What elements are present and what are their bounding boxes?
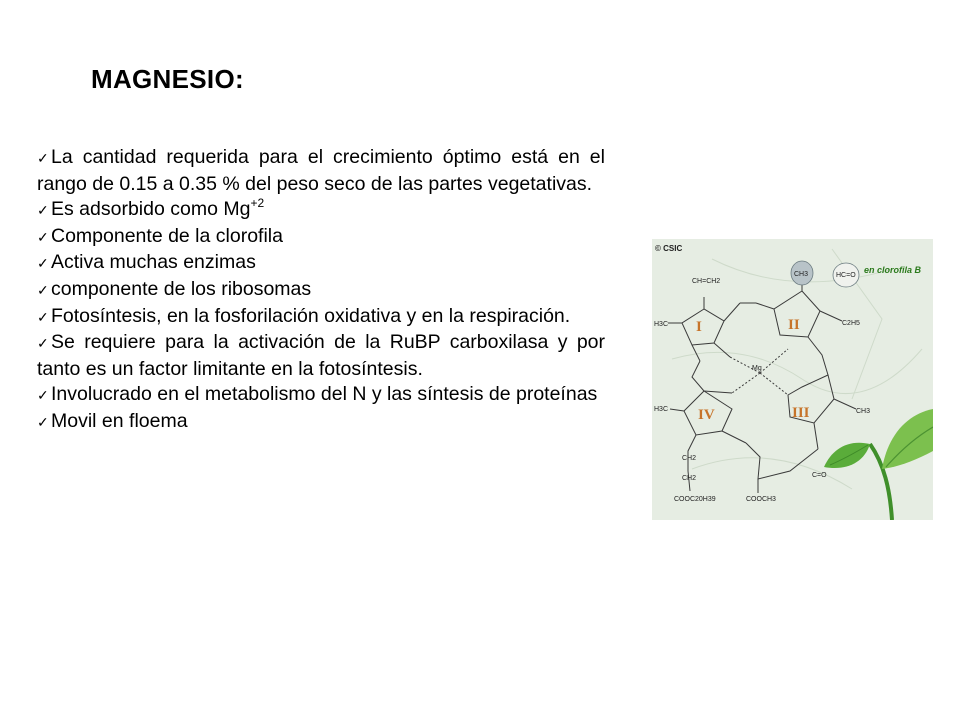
ring-label-i: I <box>696 319 702 335</box>
atom-label: C2H5 <box>842 320 860 327</box>
atom-label: COOC20H39 <box>674 496 716 503</box>
list-item-text: Fotosíntesis, en la fosforilación oxidativa y en la respiración. <box>51 304 571 327</box>
list-item <box>37 409 605 436</box>
ring-label-ii: II <box>788 317 800 333</box>
ring-label-iii: III <box>792 405 810 421</box>
checkmark-icon: ✓ <box>37 281 49 298</box>
page-title: MAGNESIO: <box>91 64 244 94</box>
list-item-text: Se requiere para la activación de la RuBP carboxilasa y por tanto es un factor limitante en la fotosíntesis. <box>37 331 605 380</box>
ring-label-iv: IV <box>698 407 715 423</box>
list-item-text: componente de los ribosomas <box>51 277 312 300</box>
atom-label: COOCH3 <box>746 496 776 503</box>
checkmark-icon: ✓ <box>37 413 49 430</box>
list-item-text: Movil en floema <box>51 409 188 432</box>
list-item <box>37 224 605 251</box>
atom-label: H3C <box>654 406 669 413</box>
chlorophyll-b-label: en clorofila B <box>864 265 922 275</box>
atom-label: CH3 <box>794 271 809 278</box>
atom-label: CH=CH2 <box>692 278 721 285</box>
checkmark-icon: ✓ <box>37 228 49 245</box>
list-item <box>37 145 605 197</box>
leaf-illustration <box>824 409 933 520</box>
bullet-list <box>37 145 605 436</box>
list-item <box>37 304 605 331</box>
atom-label: H3C <box>654 321 669 328</box>
checkmark-icon: ✓ <box>37 308 49 325</box>
checkmark-icon: ✓ <box>37 255 49 272</box>
chlorophyll-structure-figure <box>652 239 933 520</box>
list-item <box>37 330 605 382</box>
copyright-label: © CSIC <box>655 244 683 253</box>
list-item-text: Es adsorbido como Mg <box>51 198 251 221</box>
list-item <box>37 382 605 409</box>
atom-label: CH2 <box>682 475 697 482</box>
checkmark-icon: ✓ <box>37 150 49 166</box>
atom-label: CH2 <box>682 455 697 462</box>
atom-label: Mg <box>752 365 762 372</box>
list-item-text: Activa muchas enzimas <box>51 251 256 274</box>
checkmark-icon: ✓ <box>37 202 49 219</box>
list-item-text: Componente de la clorofila <box>51 224 283 247</box>
list-item-text: La cantidad requerida para el crecimiento óptimo está en el rango de 0.15 a 0.35 % del peso seco de las partes vegetativas. <box>37 146 605 195</box>
atom-label: CH3 <box>856 408 871 415</box>
list-item <box>37 277 605 304</box>
superscript: +2 <box>250 195 265 210</box>
list-item <box>37 197 605 224</box>
list-item-text: Involucrado en el metabolismo del N y las síntesis de proteínas <box>51 383 598 406</box>
checkmark-icon: ✓ <box>37 387 49 404</box>
checkmark-icon: ✓ <box>37 335 49 352</box>
list-item <box>37 250 605 277</box>
atom-label: HC=O <box>836 272 856 279</box>
atom-label: C=O <box>812 472 827 479</box>
